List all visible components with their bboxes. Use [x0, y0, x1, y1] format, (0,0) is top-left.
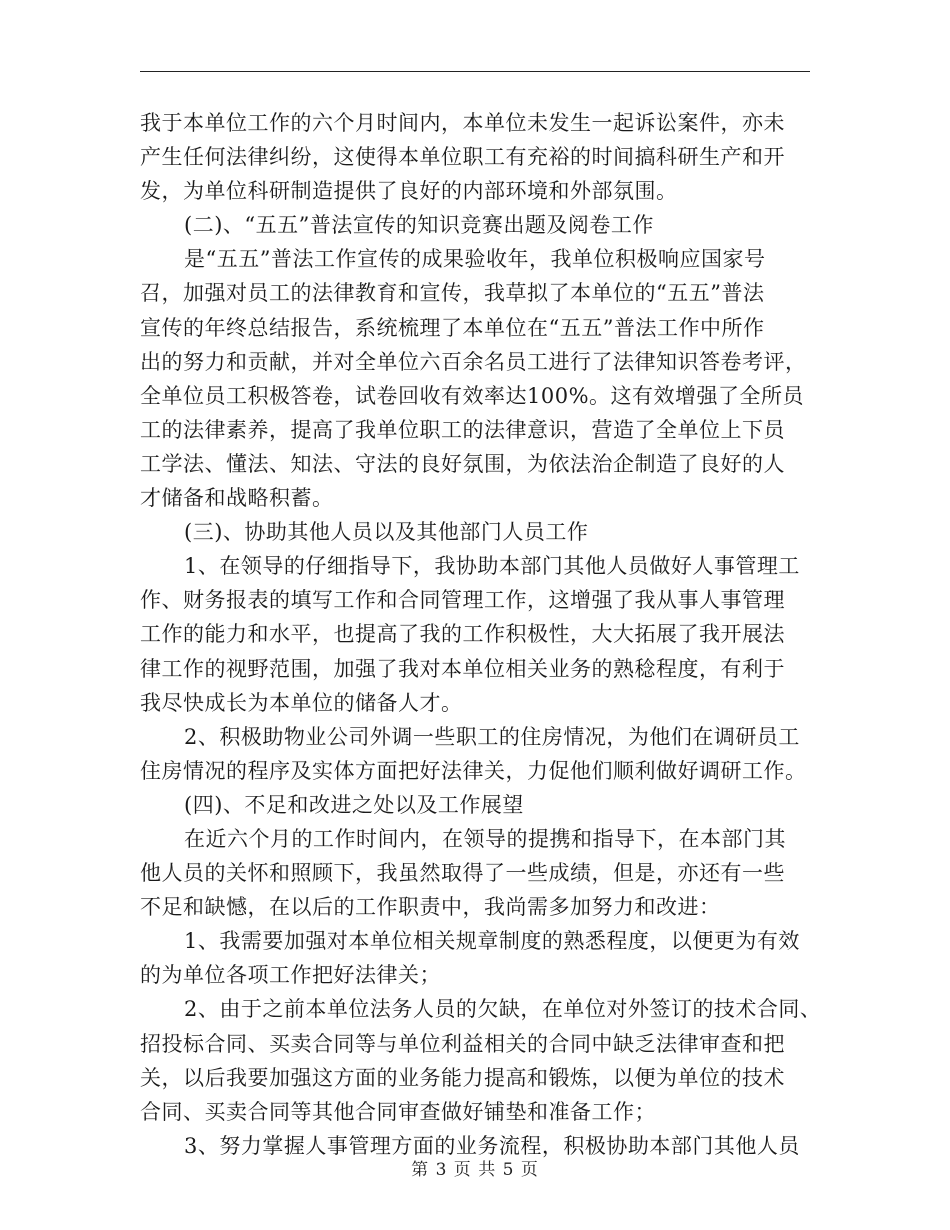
text-line: 的为单位各项工作把好法律关；: [140, 963, 441, 988]
text-line: 不足和缺憾，在以后的工作职责中，我尚需多加努力和改进：: [140, 895, 721, 920]
text-line: 在近六个月的工作时间内，在领导的提携和指导下，在本部门其: [184, 826, 786, 851]
text-line: 我尽快成长为本单位的储备人才。: [140, 690, 463, 715]
text-line: (三)、协助其他人员以及其他部门人员工作: [184, 520, 589, 545]
text-line: 发，为单位科研制造提供了良好的内部环境和外部氛围。: [140, 179, 678, 204]
text-line: 1、在领导的仔细指导下，我协助本部门其他人员做好人事管理工: [184, 554, 800, 579]
text-line: 2、由于之前本单位法务人员的欠缺，在单位对外签订的技术合同、: [184, 997, 822, 1022]
text-line: 才储备和战略积蓄。: [140, 486, 334, 511]
text-line: 工的法律素养，提高了我单位职工的法律意识，营造了全单位上下员: [140, 417, 785, 442]
text-line: 1、我需要加强对本单位相关规章制度的熟悉程度，以便更为有效: [184, 929, 800, 954]
page-number: 第 3 页 共 5 页: [411, 1160, 539, 1180]
text-line: 工学法、懂法、知法、守法的良好氛围，为依法治企制造了良好的人: [140, 451, 785, 476]
text-line: 全单位员工积极答卷，试卷回收有效率达100%。这有效增强了全所员: [140, 383, 805, 408]
text-line: 律工作的视野范围，加强了我对本单位相关业务的熟稔程度，有利于: [140, 656, 785, 681]
text-line: (二)、“五五”普法宣传的知识竞赛出题及阅卷工作: [184, 213, 654, 238]
text-line: 工作的能力和水平，也提高了我的工作积极性，大大拓展了我开展法: [140, 622, 785, 647]
document-body: [140, 106, 820, 1163]
text-line: 2、积极助物业公司外调一些职工的住房情况，为他们在调研员工: [184, 724, 800, 749]
header-rule: [140, 71, 810, 72]
text-line: 我于本单位工作的六个月时间内，本单位未发生一起诉讼案件，亦未: [140, 111, 785, 135]
text-line: 住房情况的程序及实体方面把好法律关，力促他们顺利做好调研工作。: [140, 758, 807, 783]
text-line: 是“五五”普法工作宣传的成果验收年，我单位积极响应国家号: [184, 247, 766, 272]
text-line: 招投标合同、买卖合同等与单位利益相关的合同中缺乏法律审查和把: [140, 1031, 785, 1056]
text-line: 他人员的关怀和照顾下，我虽然取得了一些成绩，但是，亦还有一些: [140, 861, 785, 886]
text-line: 作、财务报表的填写工作和合同管理工作，这增强了我从事人事管理: [140, 588, 785, 613]
text-line: 出的努力和贡献，并对全单位六百余名员工进行了法律知识答卷考评，: [140, 349, 807, 374]
text-line: 召，加强对员工的法律教育和宣传，我草拟了本单位的“五五”普法: [140, 281, 765, 306]
text-line: (四)、不足和改进之处以及工作展望: [184, 792, 524, 817]
text-line: 合同、买卖合同等其他合同审查做好铺垫和准备工作；: [140, 1099, 656, 1124]
text-line: 3、努力掌握人事管理方面的业务流程，积极协助本部门其他人员: [184, 1133, 800, 1158]
text-line: 宣传的年终总结报告，系统梳理了本单位在“五五”普法工作中所作: [140, 315, 765, 340]
text-line: 产生任何法律纠纷，这使得本单位职工有充裕的时间搞科研生产和开: [140, 145, 785, 170]
text-line: 关，以后我要加强这方面的业务能力提高和锻炼，以便为单位的技术: [140, 1065, 785, 1090]
